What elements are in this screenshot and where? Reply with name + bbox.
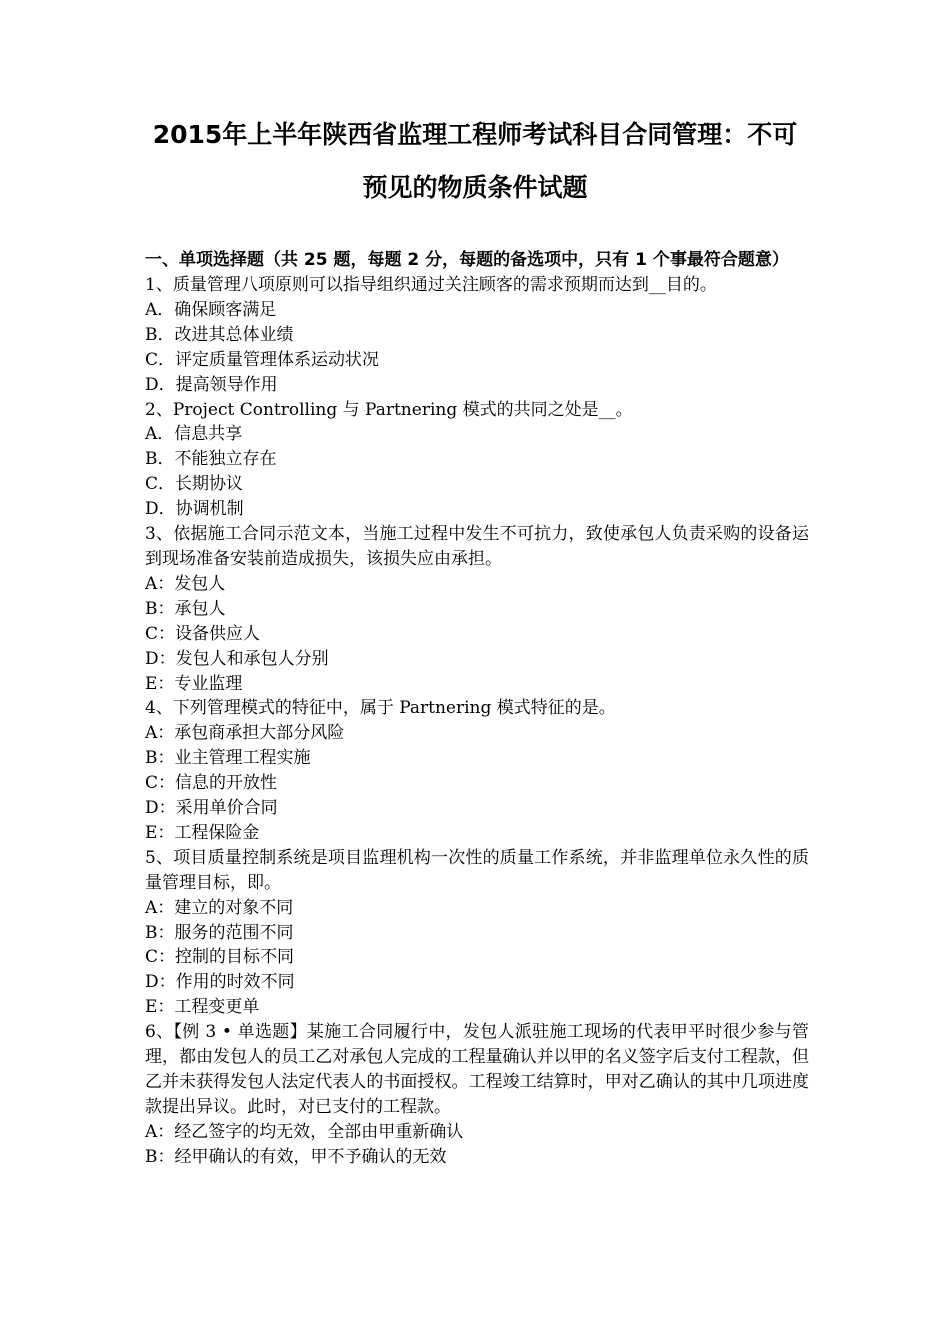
- option-d: D．提高领导作用: [145, 374, 278, 395]
- option-b: B：承包人: [145, 598, 226, 619]
- option-c: C：信息的开放性: [145, 773, 278, 794]
- option-b: B．改进其总体业绩: [145, 324, 294, 345]
- question-stem: 3、依据施工合同示范文本，当施工过程中发生不可抗力，致使承包人负责采购的设备运到现场准备安装前造成损失，该损失应由承担。: [145, 524, 809, 569]
- document-title-line-2: 预见的物质条件试题: [362, 173, 588, 202]
- option-e: E：工程变更单: [145, 997, 260, 1018]
- option-a: A．信息共享: [145, 424, 243, 445]
- option-d: D．协调机制: [145, 499, 244, 520]
- question-stem: 4、下列管理模式的特征中，属于 Partnering 模式特征的是。: [145, 698, 616, 719]
- option-b: B．不能独立存在: [145, 449, 277, 470]
- question-stem: 6、【例 3 • 单选题】某施工合同履行中，发包人派驻施工现场的代表甲平时很少参与管理，都由发包人的员工乙对承包人完成的工程量确认并以甲的名义签字后支付工程款，但乙并未获得发包人法定代表人的书面授权。工程竣工结算时，甲对乙确认的其中几项进度款提出异议。此时，对已支付的工程款。: [145, 1022, 809, 1117]
- option-b: B：服务的范围不同: [145, 922, 294, 943]
- question-3: [145, 522, 809, 696]
- document-body: [145, 248, 809, 1170]
- document-title-line-1: 2015年上半年陕西省监理工程师考试科目合同管理：不可: [152, 120, 798, 149]
- option-e: E：工程保险金: [145, 822, 260, 843]
- option-a: A：建立的对象不同: [145, 897, 294, 918]
- option-b: B：经甲确认的有效，甲不予确认的无效: [145, 1146, 447, 1167]
- option-a: A．确保顾客满足: [145, 299, 277, 320]
- option-c: C．长期协议: [145, 474, 244, 495]
- question-4: [145, 696, 809, 845]
- option-a: A：经乙签字的均无效，全部由甲重新确认: [145, 1121, 464, 1142]
- section-heading: 一、单项选择题（共 25 题，每题 2 分，每题的备选项中，只有 1 个事最符合题意）: [145, 250, 789, 270]
- option-c: C：控制的目标不同: [145, 947, 295, 968]
- question-stem: 5、项目质量控制系统是项目监理机构一次性的质量工作系统，并非监理单位永久性的质量管理目标，即。: [145, 847, 809, 893]
- question-stem: 2、Project Controlling 与 Partnering 模式的共同之处是__。: [145, 399, 633, 420]
- option-d: D：发包人和承包人分别: [145, 648, 329, 669]
- option-c: C：设备供应人: [145, 623, 261, 644]
- option-e: E：专业监理: [145, 673, 243, 694]
- question-stem: 1、质量管理八项原则可以指导组织通过关注顾客的需求预期而达到__目的。: [145, 275, 717, 295]
- question-1: [145, 273, 809, 398]
- option-d: D：作用的时效不同: [145, 972, 295, 993]
- question-6: [145, 1020, 809, 1169]
- question-5: [145, 846, 809, 1020]
- question-2: [145, 398, 809, 523]
- option-c: C．评定质量管理体系运动状况: [145, 349, 380, 370]
- option-b: B：业主管理工程实施: [145, 748, 311, 769]
- option-a: A：发包人: [145, 573, 226, 594]
- option-d: D：采用单价合同: [145, 798, 278, 819]
- option-a: A：承包商承担大部分风险: [145, 723, 345, 744]
